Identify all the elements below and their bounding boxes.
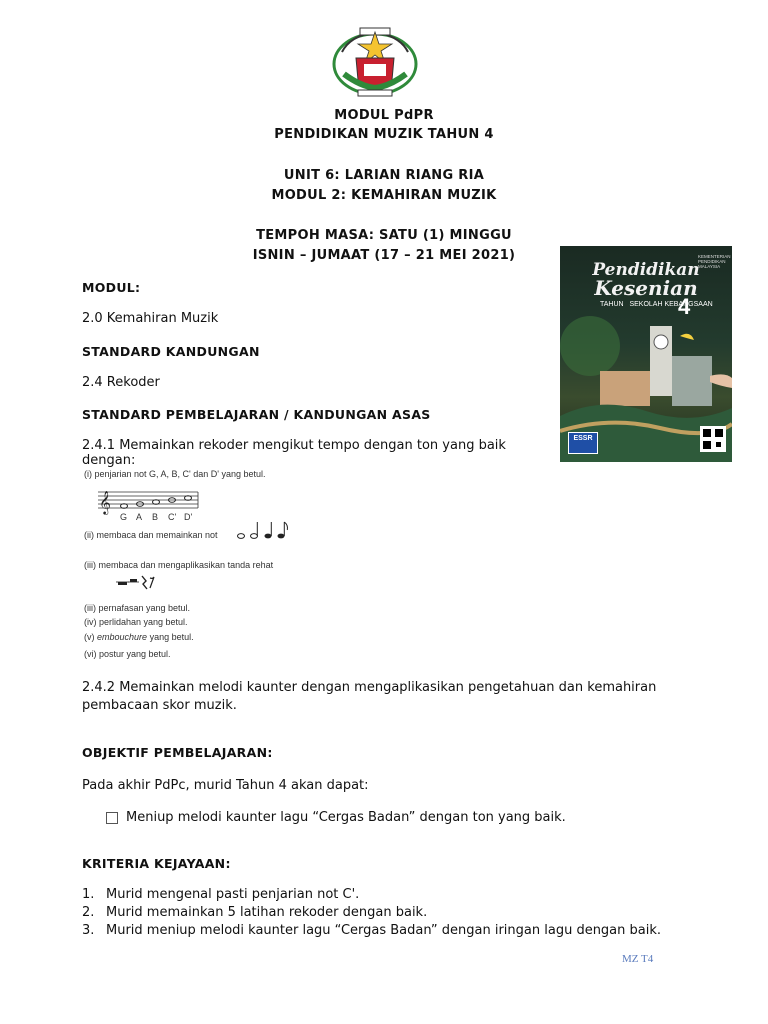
subject-title: PENDIDIKAN MUZIK TAHUN 4	[274, 127, 494, 142]
item-i: (i) penjarian not G, A, B, C' dan D' yang betul.	[84, 469, 266, 479]
staff-labels	[120, 512, 200, 522]
list-item: 2. Murid memainkan 5 latihan rekoder dengan baik.	[82, 905, 428, 920]
item-iii-rests: (iii) membaca dan mengaplikasikan tanda rehat	[84, 560, 274, 570]
objektif-heading: OBJEKTIF PEMBELAJARAN:	[82, 745, 273, 760]
objektif-bullet: Meniup melodi kaunter lagu “Cergas Badan” dengan ton yang baik.	[126, 810, 566, 825]
cover-title-line2: Kesenian	[594, 276, 698, 300]
item-ii: (ii) membaca dan memainkan not	[84, 530, 218, 540]
standard-pembelajaran-1: 2.4.1 Memainkan rekoder mengikut tempo dengan ton yang baik dengan:	[82, 438, 506, 468]
objektif-intro: Pada akhir PdPc, murid Tahun 4 akan dapat:	[82, 778, 369, 793]
modul-value: 2.0 Kemahiran Muzik	[82, 311, 219, 326]
module-title: MODUL PdPR	[334, 108, 434, 123]
item-v: (v) embouchure yang betul.	[84, 632, 194, 642]
bullet-box-icon	[106, 812, 118, 824]
cover-subtitle: TAHUN SEKOLAH KEBANGSAAN	[600, 301, 713, 308]
staff-note-label: G	[120, 512, 128, 522]
note-symbols	[236, 520, 290, 542]
school-crest-logo	[330, 22, 420, 102]
svg-text:𝄞: 𝄞	[99, 490, 111, 514]
item-vi: (vi) postur yang betul.	[84, 649, 171, 659]
unit-title: UNIT 6: LARIAN RIANG RIA	[283, 168, 485, 183]
cover-ministry: KEMENTERIAN PENDIDIKAN MALAYSIA	[698, 254, 731, 269]
item-iii-breathing: (iii) pernafasan yang betul.	[84, 603, 191, 613]
staff-note-label: A	[136, 512, 143, 522]
item-iv: (iv) perlidahan yang betul.	[84, 617, 188, 627]
standard-pembelajaran-2: 2.4.2 Memainkan melodi kaunter dengan mengaplikasikan pengetahuan dan kemahiran pembacaan skor muzik.	[82, 680, 657, 713]
standard-kandungan-heading: STANDARD KANDUNGAN	[82, 344, 260, 359]
page-footer: MZ T4	[622, 953, 654, 965]
staff-note-label: D'	[184, 512, 193, 522]
date-range: ISNIN – JUMAAT (17 – 21 MEI 2021)	[252, 248, 516, 263]
duration: TEMPOH MASA: SATU (1) MINGGU	[256, 228, 512, 243]
standard-kandungan-value: 2.4 Rekoder	[82, 375, 160, 390]
list-item: 3. Murid meniup melodi kaunter lagu “Cergas Badan” dengan iringan lagu dengan baik.	[82, 923, 662, 938]
textbook-cover-image	[560, 246, 732, 462]
kriteria-heading: KRITERIA KEJAYAAN:	[82, 856, 231, 871]
staff-note-label: C'	[168, 512, 177, 522]
staff-note-label: B	[152, 512, 159, 522]
modul-heading: MODUL:	[82, 280, 141, 295]
standard-pembelajaran-heading: STANDARD PEMBELAJARAN / KANDUNGAN ASAS	[82, 407, 431, 422]
list-item: 1. Murid mengenal pasti penjarian not C'.	[82, 887, 360, 902]
module-subtitle: MODUL 2: KEMAHIRAN MUZIK	[271, 188, 497, 203]
cover-level: 4	[678, 294, 691, 319]
rest-symbols	[116, 573, 156, 591]
cover-title-line1: Pendidikan	[592, 260, 700, 280]
essr-badge: ESSR	[568, 432, 598, 454]
kriteria-list	[82, 887, 682, 941]
